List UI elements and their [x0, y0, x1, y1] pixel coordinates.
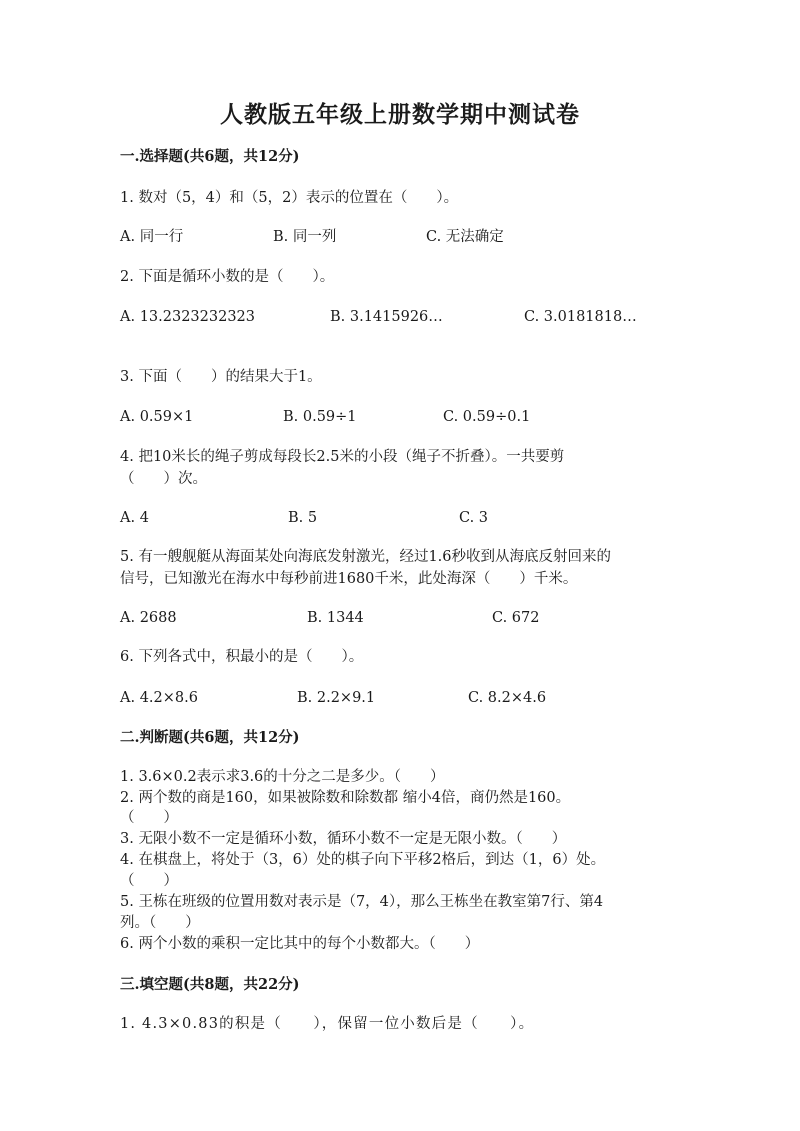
option-b: B. 3.1415926… — [330, 309, 443, 325]
judgement-line: 4. 在棋盘上，将处于（3，6）处的棋子向下平移2格后，到达（1，6）处。 — [120, 852, 606, 868]
section-heading-choice: 一.选择题(共6题，共12分) — [120, 148, 300, 165]
judgement-line: 1. 3.6×0.2表示求3.6的十分之二是多少。（ ） — [120, 769, 445, 785]
question-stem-continued: （ ）次。 — [120, 471, 207, 487]
option-c: C. 3 — [459, 510, 489, 526]
option-b: B. 5 — [288, 510, 318, 526]
option-c: C. 3.0181818… — [524, 309, 637, 325]
judgement-line: 2. 两个数的商是160，如果被除数和除数都 缩小4倍，商仍然是160。 — [120, 790, 571, 806]
fill-blank-question: 1. 4.3×0.83的积是（ ），保留一位小数后是（ ）。 — [120, 1016, 535, 1032]
question-stem: 2. 下面是循环小数的是（ ）。 — [120, 269, 335, 285]
option-c: C. 8.2×4.6 — [468, 690, 547, 706]
option-c: C. 0.59÷0.1 — [443, 409, 531, 425]
option-a: A. 4 — [120, 510, 149, 526]
question-stem-continued: 信号，已知激光在海水中每秒前进1680千米，此处海深（ ）千米。 — [120, 571, 578, 587]
question-stem: 5. 有一艘舰艇从海面某处向海底发射激光，经过1.6秒收到从海底反射回来的 — [120, 549, 612, 565]
question-stem: 3. 下面（ ）的结果大于1。 — [120, 369, 322, 385]
option-b: B. 0.59÷1 — [283, 409, 357, 425]
option-c: C. 672 — [492, 610, 540, 626]
option-b: B. 2.2×9.1 — [297, 690, 376, 706]
option-b: B. 1344 — [307, 610, 364, 626]
judgement-line: 列。（ ） — [120, 915, 200, 931]
question-stem: 4. 把10米长的绳子剪成每段长2.5米的小段（绳子不折叠）。一共要剪 — [120, 449, 565, 465]
section-heading-judgement: 二.判断题(共6题，共12分) — [120, 729, 300, 746]
option-a: A. 13.2323232323 — [120, 309, 256, 325]
judgement-line: 6. 两个小数的乘积一定比其中的每个小数都大。（ ） — [120, 936, 480, 952]
option-a: A. 4.2×8.6 — [120, 690, 198, 706]
question-stem: 6. 下列各式中，积最小的是（ ）。 — [120, 649, 364, 665]
option-c: C. 无法确定 — [426, 229, 504, 245]
option-a: A. 0.59×1 — [120, 409, 194, 425]
option-a: A. 同一行 — [120, 229, 184, 245]
option-a: A. 2688 — [120, 610, 177, 626]
section-heading-fill-blank: 三.填空题(共8题，共22分) — [120, 976, 300, 993]
judgement-line: （ ） — [120, 873, 178, 889]
judgement-line: 5. 王栋在班级的位置用数对表示是（7，4），那么王栋坐在教室第7行、第4 — [120, 894, 604, 910]
option-b: B. 同一列 — [273, 229, 337, 245]
judgement-line: 3. 无限小数不一定是循环小数，循环小数不一定是无限小数。（ ） — [120, 831, 567, 847]
question-stem: 1. 数对（5，4）和（5，2）表示的位置在（ ）。 — [120, 190, 459, 206]
page-title: 人教版五年级上册数学期中测试卷 — [220, 101, 580, 128]
judgement-line: （ ） — [120, 810, 178, 826]
